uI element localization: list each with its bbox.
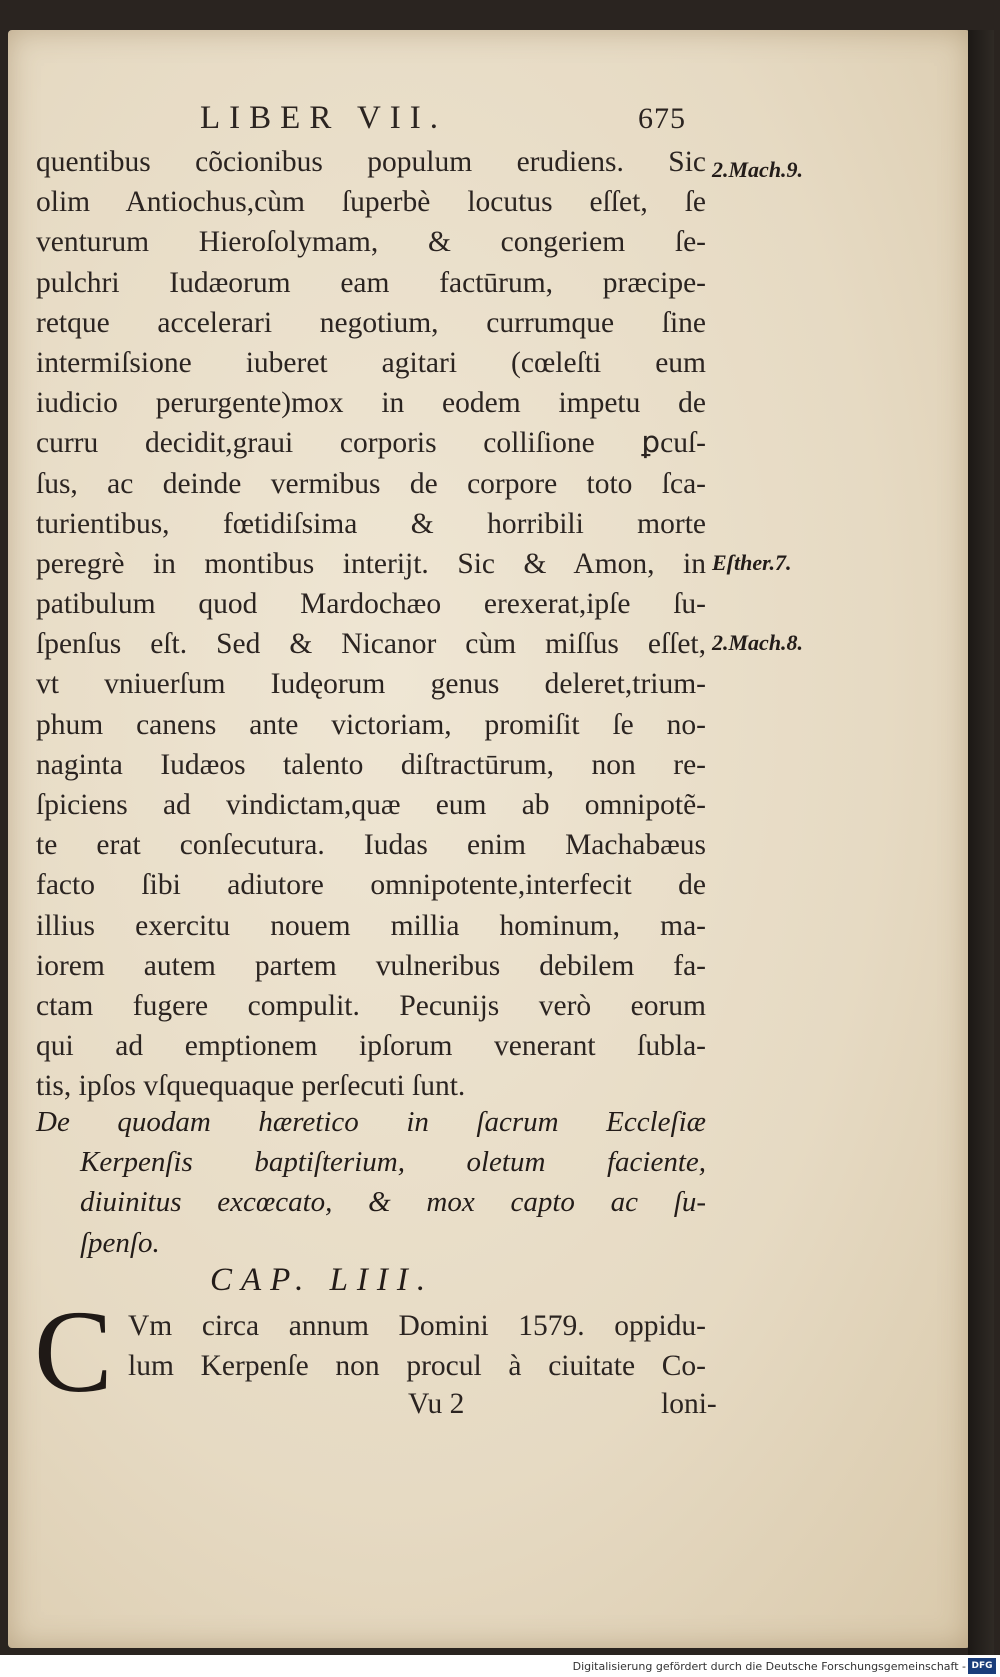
main-text [36, 142, 706, 1107]
text-line: quentibus cõcionibus populum erudiens. Sic [36, 146, 706, 178]
text-line: retque accelerari negotium, currumque ſine [36, 306, 706, 339]
text-line: Vm circa annum Domini 1579. oppidu- [128, 1310, 706, 1342]
text-line: iorem autem partem vulneribus debilem fa- [36, 949, 706, 982]
text-line: ctam fugere compulit. Pecunijs verò eorum [36, 989, 706, 1022]
page-number: 675 [638, 102, 686, 135]
page-header [0, 100, 1000, 140]
catchword: loni- [661, 1388, 717, 1420]
title-line: De quodam hæretico in ſacrum Eccleſiæ [36, 1106, 706, 1138]
page-edge [968, 30, 994, 1655]
dfg-logo: DFG [968, 1658, 996, 1674]
text-line: illius exercitu nouem millia hominum, ma- [36, 909, 706, 942]
margin-note: 2.Mach.9. [712, 157, 804, 182]
text-line: ſus, ac deinde vermibus de corpore toto ſca- [36, 467, 706, 500]
text-line: qui ad emptionem ipſorum venerant ſubla- [36, 1030, 706, 1063]
text-line: curru decidit,graui corporis colliſione ꝑcuſ- [36, 427, 706, 460]
signature-mark: Vu 2 [408, 1388, 465, 1420]
text-line: te erat conſecutura. Iudas enim Machabæus [36, 829, 706, 862]
chapter-heading: CAP. LIII. [210, 1262, 435, 1298]
text-line: turientibus, fœtidiſsima & horribili morte [36, 507, 706, 540]
text-line: lum Kerpenſe non procul à ciuitate Co- [128, 1350, 706, 1383]
text-line: venturum Hieroſolymam, & congeriem ſe- [36, 226, 706, 259]
drop-cap: C [34, 1286, 113, 1417]
text-line: pulchri Iudæorum eam factūrum, præcipe- [36, 266, 706, 299]
title-line: ſpenſo. [80, 1226, 160, 1259]
text-line: phum canens ante victoriam, promiſit ſe no- [36, 708, 706, 741]
text-line: iudicio perurgente)mox in eodem impetu de [36, 387, 706, 420]
text-line: patibulum quod Mardochæo erexerat,ipſe ſu- [36, 588, 706, 621]
chapter-title [36, 1103, 706, 1264]
margin-note: Eſther.7. [712, 550, 792, 575]
margin-note: 2.Mach.8. [712, 630, 804, 655]
text-line: tis, ipſos vſquequaque perſecuti ſunt. [36, 1070, 466, 1103]
title-line: diuinitus excœcato, & mox capto ac ſu- [80, 1186, 706, 1219]
text-line: naginta Iudæos talento diſtractūrum, non re- [36, 748, 706, 781]
text-line: vt vniuerſum Iudęorum genus deleret,trium- [36, 668, 706, 701]
footer-credit: Digitalisierung gefördert durch die Deutsche Forschungsgemeinschaft - [572, 1660, 966, 1673]
title-line: Kerpenſis baptiſterium, oletum faciente, [80, 1146, 706, 1179]
text-line: ſpiciens ad vindictam,quæ eum ab omnipotẽ- [36, 789, 706, 821]
text-line: peregrè in montibus interijt. Sic & Amon, in [36, 547, 706, 580]
text-line: intermiſsione iuberet agitari (cœleſti eum [36, 346, 706, 379]
text-line: ſpenſus eſt. Sed & Nicanor cùm miſſus eſſet, [36, 628, 706, 661]
text-line: olim Antiochus,cùm ſuperbè locutus eſſet, ſe [36, 186, 706, 219]
text-line: facto ſibi adiutore omnipotente,interfecit de [36, 869, 706, 902]
running-head: LIBER VII. [200, 100, 448, 136]
chapter-text [128, 1306, 706, 1386]
